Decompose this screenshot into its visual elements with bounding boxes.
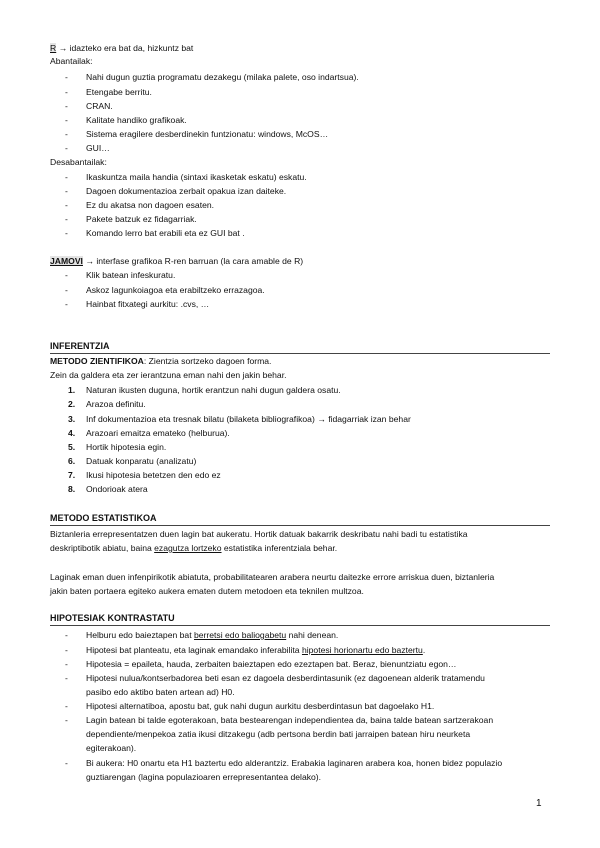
list-item: Klik batean infeskuratu. [86, 270, 176, 280]
metodo-label: METODO ZIENTIFIKOA [50, 356, 144, 366]
r-label: R [50, 43, 57, 53]
step-number: 7. [68, 470, 76, 480]
underlined-term: berretsi edo baliogabetu [193, 630, 287, 640]
list-item: Lagin batean bi talde egoterakoan, bata bestearengan independientea da, baina talde batean sartzerakoan [86, 715, 494, 725]
list-item: Komando lerro bat erabili eta ez GUI bat . [86, 228, 245, 238]
jamovi-definition: JAMOVI → interfase grafikoa R-ren barruan (la cara amable de R) [50, 256, 304, 266]
pros-title: Abantailak: [50, 56, 93, 66]
cons-title: Desabantailak: [50, 157, 107, 167]
step-item: Datuak konparatu (analizatu) [86, 456, 197, 466]
step-number: 8. [68, 484, 76, 494]
step-item: Ondorioak atera [86, 484, 148, 494]
metodo-zientifikoa: METODO ZIENTIFIKOA: Zientzia sortzeko dagoen forma. [50, 356, 272, 366]
list-item: Pakete batzuk ez fidagarriak. [86, 214, 197, 224]
paragraph-line: Biztanleria errepresentatzen duen lagin bat aukeratu. Hortik datuak bakarrik deskribatu nahi badi tu estatistika [50, 529, 468, 539]
r-definition: R → idazteko era bat da, hizkuntz bat [50, 43, 194, 53]
bullet-dash: - [65, 715, 68, 725]
list-item: Helburu edo baieztapen bat berretsi edo baliogabetu nahi denean. [86, 630, 339, 640]
list-item-continuation: guztiarengan (lagina populazioaren errepresentantea delako). [86, 772, 322, 782]
list-item: CRAN. [86, 101, 113, 111]
step-item: Arazoa definitu. [86, 399, 146, 409]
bullet-dash: - [65, 285, 68, 295]
list-item: Ez du akatsa non dagoen esaten. [86, 200, 215, 210]
list-item: Hipotesi alternatiboa, apostu bat, guk nahi dugun aurkitu desberdintasun bat dagoelako H1. [86, 701, 435, 711]
bullet-dash: - [65, 72, 68, 82]
section-heading-metodo-estatistikoa: METODO ESTATISTIKOA [50, 512, 550, 526]
jamovi-label: JAMOVI [50, 256, 83, 266]
list-item: Hipotesia = epaileta, hauda, zerbaiten baieztapen edo ezeztapen bat. Beraz, bienuntziatu egon… [86, 659, 457, 669]
paragraph-line: deskriptibotik abiatu, baina ezagutza lortzeko estatistika inferentziala behar. [50, 543, 338, 553]
bullet-dash: - [65, 645, 68, 655]
bullet-dash: - [65, 186, 68, 196]
bullet-dash: - [65, 200, 68, 210]
bullet-dash: - [65, 701, 68, 711]
bullet-dash: - [65, 758, 68, 768]
list-item: Dagoen dokumentazioa zerbait opakua izan daiteke. [86, 186, 287, 196]
step-item: Hortik hipotesia egin. [86, 442, 167, 452]
section-heading-hipotesiak: HIPOTESIAK KONTRASTATU [50, 612, 550, 626]
step-number: 5. [68, 442, 76, 452]
list-item: Ikaskuntza maila handia (sintaxi ikasketak eskatu) eskatu. [86, 172, 307, 182]
step-number: 3. [68, 414, 76, 424]
bullet-dash: - [65, 129, 68, 139]
bullet-dash: - [65, 87, 68, 97]
list-item-continuation: pasibo edo aktibo baten artean ad) H0. [86, 687, 235, 697]
underlined-term: ezagutza lortzeko [154, 543, 222, 553]
list-item: GUI… [86, 143, 110, 153]
list-item-continuation: egiterakoan). [86, 743, 137, 753]
step-item: Naturan ikusten duguna, hortik erantzun nahi dugun galdera osatu. [86, 385, 341, 395]
list-item: Sistema eragilere desberdinekin funtzionatu: windows, McOS… [86, 129, 329, 139]
list-item: Hipotesi nulua/kontserbadorea beti esan ez dagoela desberdintasunik (ez dagoenean alderik tratamendu [86, 673, 485, 683]
bullet-dash: - [65, 299, 68, 309]
list-item: Kalitate handiko grafikoak. [86, 115, 187, 125]
list-item: Hainbat fitxategi aurkitu: .cvs, … [86, 299, 210, 309]
bullet-dash: - [65, 101, 68, 111]
step-item: Inf dokumentazioa eta tresnak bilatu (bilaketa bibliografikoa) → fidagarriak izan behar [86, 414, 411, 424]
bullet-dash: - [65, 143, 68, 153]
list-item: Bi aukera: H0 onartu eta H1 baztertu edo alderantziz. Erabakia laginaren arabera koa, honen bidez populazio [86, 758, 503, 768]
list-item: Hipotesi bat planteatu, eta laginak emandako inferabilita hipotesi horionartu edo baztertu. [86, 645, 426, 655]
paragraph-line: jakin baten portaera egiteko aukera ematen dutem metodoen eta teknilen multzoa. [50, 586, 364, 596]
step-item: Arazoari emaitza emateko (helburua). [86, 428, 230, 438]
step-item: Ikusi hipotesia betetzen den edo ez [86, 470, 221, 480]
bullet-dash: - [65, 270, 68, 280]
bullet-dash: - [65, 172, 68, 182]
list-item: Etengabe berritu. [86, 87, 152, 97]
step-number: 1. [68, 385, 76, 395]
bullet-dash: - [65, 214, 68, 224]
bullet-dash: - [65, 659, 68, 669]
list-item: Askoz lagunkoiagoa eta erabiltzeko errazagoa. [86, 285, 265, 295]
step-number: 2. [68, 399, 76, 409]
step-number: 6. [68, 456, 76, 466]
page-number: 1 [536, 798, 542, 809]
list-item-continuation: dependiente/menpekoa zatia ikusi ditzakegu (adb pertsona berdin bati jarraipen batean hiru neurketa [86, 729, 471, 739]
bullet-dash: - [65, 228, 68, 238]
bullet-dash: - [65, 630, 68, 640]
bullet-dash: - [65, 673, 68, 683]
bullet-dash: - [65, 115, 68, 125]
underlined-term: hipotesi horionartu edo baztertu [301, 645, 423, 655]
step-number: 4. [68, 428, 76, 438]
section-heading-inferentzia: INFERENTZIA [50, 340, 550, 354]
intro-text: Zein da galdera eta zer ierantzuna eman nahi den jakin behar. [50, 370, 287, 380]
list-item: Nahi dugun guztia programatu dezakegu (milaka palete, oso indartsua). [86, 72, 359, 82]
paragraph-line: Laginak eman duen infenpirikotik abiatuta, probabilitatearen arabera neurtu daitezke errore arriskua duen, biztanleria [50, 572, 495, 582]
